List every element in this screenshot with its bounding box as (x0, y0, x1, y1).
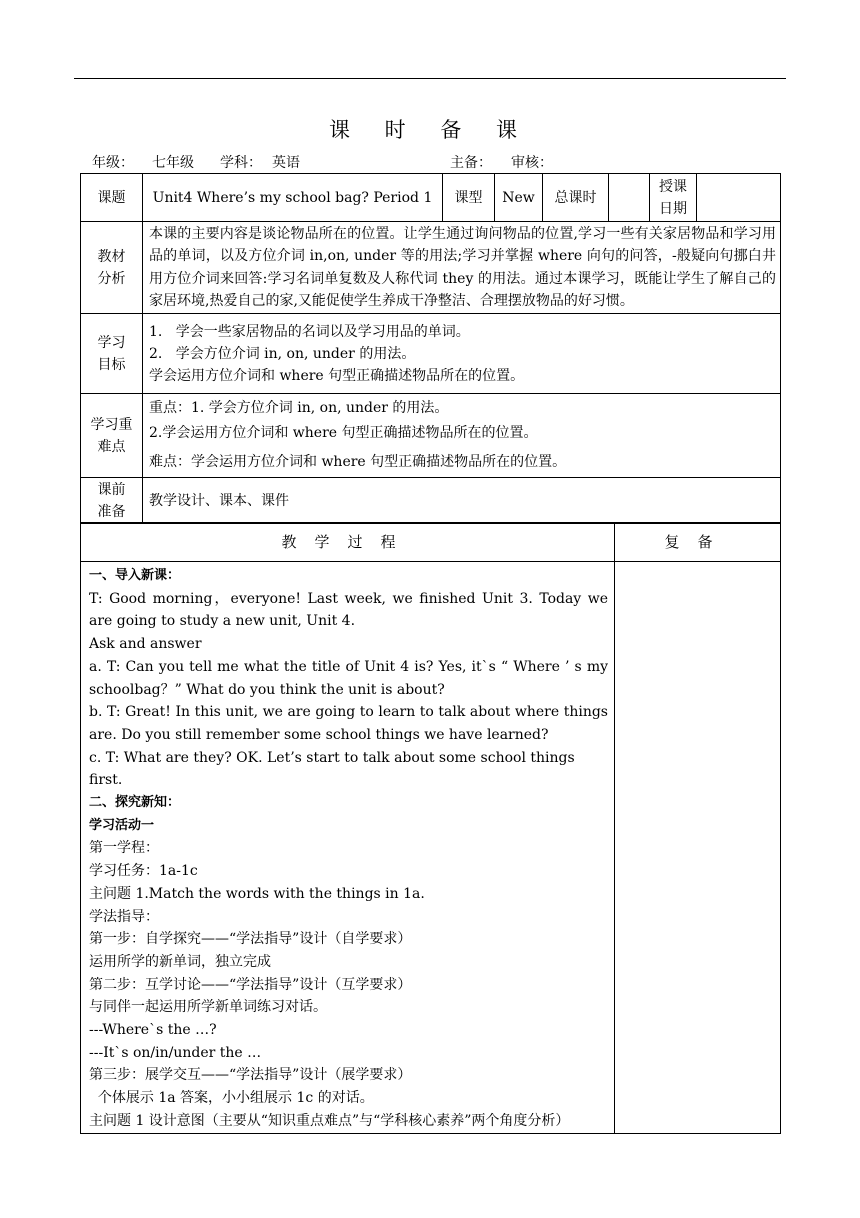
process-header: 教学过程 (81, 523, 615, 562)
topic-label: 课题 (81, 174, 143, 222)
section-heading: 二、探究新知： (89, 795, 181, 811)
process-line: ---It`s on/in/under the … (89, 1044, 262, 1061)
page-title: 课 时 备 课 (328, 118, 532, 142)
header-rule (74, 78, 786, 79)
process-line: ---Where`s the …? (89, 1022, 217, 1039)
process-line: b. T: Great! In this unit, we are going to learn to talk about where things are. Do you still remember some school things we have learned? (89, 704, 608, 743)
process-line: 学法指导： (89, 908, 159, 925)
total-hours-label: 总课时 (543, 174, 609, 222)
process-table (80, 522, 781, 1134)
analysis-text: 本课的主要内容是谈论物品所在的位置。让学生通过询问物品的位置,学习一些有关家居物品和学习用品的单词，以及方位介词 in,on, under 等的用法;学习并掌握 where 向句的问答，-般疑向句挪白井用方位介词来回答:学习名词单复数及人称代词 they 的用法。通过本课学习，既能让学生了解自己的家居环境,热爱自己的家,又能促使学生养成干净整洁、合理摆放物品的好习惯。 (143, 222, 781, 314)
preparation-label: 课前准备 (81, 478, 143, 524)
process-line: 第二步：互学讨论——“学法指导”设计（互学要求） (89, 976, 412, 993)
section-heading: 一、导入新课： (89, 568, 181, 583)
goals-label: 学习目标 (81, 314, 143, 394)
process-line: 学习任务：1a-1c (89, 863, 198, 880)
preparer-label: 主备： (450, 155, 492, 171)
process-line: a. T: Can you tell me what the title of Unit 4 is? Yes, it`s “ Where ’ s my schoolbag？” What do you think the unit is about? (89, 658, 608, 698)
type-value: New (495, 174, 543, 222)
subject-value: 英语 (272, 155, 300, 171)
process-line: T: Good morning，everyone! Last week, we finished Unit 3. Today we are going to study a new unit, Unit 4. (89, 590, 608, 630)
key-points-label: 学习重难点 (81, 394, 143, 478)
process-line: c. T: What are they? OK. Let’s start to talk about some school things first. (89, 749, 575, 789)
teaching-date-value (697, 174, 781, 222)
process-line: 主问题 1 设计意图（主要从“知识重点难点”与“学科核心素养”两个角度分析） (89, 1112, 570, 1129)
key-points-text (143, 394, 781, 478)
process-line: 第一学程： (89, 840, 159, 857)
difficulty-line: 难点：学会运用方位介词和 where 句型正确描述物品所在的位置。 (149, 454, 567, 470)
goal-item: 学会运用方位介词和 where 句型正确描述物品所在的位置。 (149, 367, 525, 384)
total-hours-value (609, 174, 650, 222)
lesson-info-table (80, 173, 781, 524)
process-line: 个体展示 1a 答案，小小组展示 1c 的对话。 (89, 1090, 374, 1107)
process-line: 第一步：自学探究——“学法指导”设计（自学要求） (89, 931, 412, 948)
goal-item: 1. 学会一些家居物品的名词以及学习用品的单词。 (149, 323, 470, 340)
topic-value: Unit4 Where’s my school bag? Period 1 (143, 174, 443, 222)
revision-content (615, 562, 781, 1134)
analysis-label: 教材分析 (81, 222, 143, 314)
process-line: 主问题 1.Match the words with the things in 1a. (89, 885, 425, 902)
reviewer-label: 审核： (511, 155, 553, 171)
grade-value: 七年级 (152, 155, 194, 171)
process-line: 运用所学的新单词，独立完成 (89, 953, 271, 970)
process-line: Ask and answer (89, 636, 202, 653)
activity-heading: 学习活动一 (89, 817, 155, 833)
type-label: 课型 (443, 174, 495, 222)
preparation-text: 教学设计、课本、课件 (143, 478, 781, 524)
subject-label: 学科： (220, 155, 262, 171)
process-content (81, 562, 615, 1134)
revision-header: 复备 (615, 523, 781, 562)
process-line: 与同伴一起运用所学新单词练习对话。 (89, 999, 327, 1016)
key-point-line: 重点：1. 学会方位介词 in, on, under 的用法。 (149, 400, 449, 416)
goal-item: 2. 学会方位介词 in, on, under 的用法。 (149, 345, 416, 362)
teaching-date-label: 授课日期 (650, 174, 697, 222)
key-point-line: 2.学会运用方位介词和 where 句型正确描述物品所在的位置。 (149, 425, 538, 441)
goals-list (143, 314, 781, 394)
process-line: 第三步：展学交互——“学法指导”设计（展学要求） (89, 1067, 412, 1084)
grade-label: 年级： (92, 155, 134, 171)
